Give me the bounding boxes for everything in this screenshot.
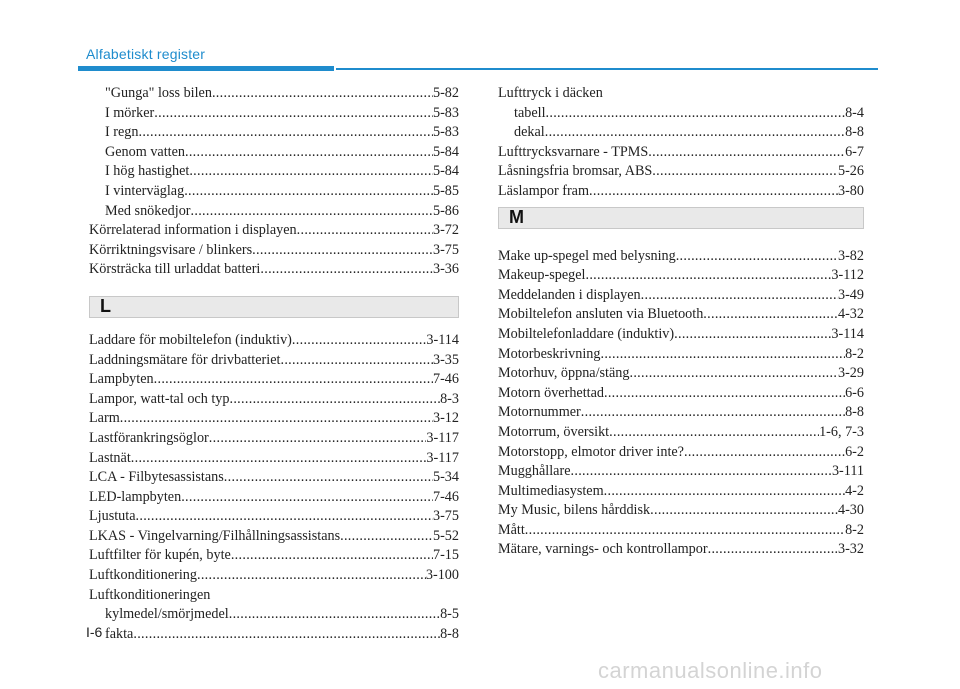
index-entry-page: 3-100 <box>425 567 459 584</box>
index-entry-label: I vinterväglag <box>105 182 185 199</box>
index-entry <box>498 325 864 345</box>
index-entry <box>498 540 864 560</box>
left-index-column <box>89 84 459 644</box>
dot-leader <box>138 123 433 143</box>
dot-leader <box>340 527 433 547</box>
index-entry <box>89 586 459 606</box>
index-entry-page: 8-5 <box>440 606 459 623</box>
index-entry-label: Mått <box>498 521 525 538</box>
index-entry <box>89 331 459 351</box>
index-entry-page: 5-83 <box>432 124 459 141</box>
index-entry <box>89 429 459 449</box>
index-entry-page: 3-82 <box>837 247 864 264</box>
spacer <box>89 318 459 331</box>
index-entry <box>89 468 459 488</box>
index-entry-label: Lastnät <box>89 449 131 466</box>
index-entry-page: 5-83 <box>432 104 459 121</box>
index-entry-page: 3-49 <box>837 286 864 303</box>
index-entry <box>89 449 459 469</box>
dot-leader <box>231 546 433 566</box>
dot-leader <box>604 384 845 404</box>
index-entry-label: Meddelanden i displayen <box>498 286 641 303</box>
page-number: I-6 <box>86 624 103 640</box>
index-entry-label: I hög hastighet <box>105 163 190 180</box>
index-entry-label: Luftfilter för kupén, byte <box>89 547 231 564</box>
index-entry-label: Mobiltelefon ansluten via Bluetooth <box>498 306 704 323</box>
index-entry <box>498 345 864 365</box>
index-entry <box>498 462 864 482</box>
dot-leader <box>589 182 838 202</box>
index-entry-page: 8-2 <box>845 521 864 538</box>
index-entry <box>89 527 459 547</box>
left-entries-l <box>89 331 459 645</box>
dot-leader <box>297 221 433 241</box>
index-entry-label: My Music, bilens hårddisk <box>498 502 651 519</box>
header-rule-thick <box>78 66 334 71</box>
index-entry <box>89 162 459 182</box>
index-entry-label: Makeup-spegel <box>498 267 586 284</box>
index-entry-page: 3-114 <box>831 325 864 342</box>
index-entry <box>498 364 864 384</box>
index-entry-label: Mobiltelefonladdare (induktiv) <box>498 325 675 342</box>
index-entry-label: Körrelaterad information i displayen <box>89 222 297 239</box>
index-entry-page: 8-3 <box>440 390 459 407</box>
section-letter-m: M <box>498 207 864 229</box>
index-entry <box>89 202 459 222</box>
index-entry <box>89 123 459 143</box>
index-entry <box>498 384 864 404</box>
index-entry-page: 8-2 <box>845 345 864 362</box>
dot-leader <box>197 566 426 586</box>
index-entry-label: dekal <box>514 124 545 141</box>
index-entry-page: 3-114 <box>426 331 459 348</box>
index-entry-page: 5-26 <box>837 163 864 180</box>
index-entry <box>498 286 864 306</box>
index-entry-page: 4-30 <box>837 502 864 519</box>
index-entry-label: Laddare för mobiltelefon (induktiv) <box>89 331 292 348</box>
index-entry-page: 4-2 <box>845 482 864 499</box>
index-entry-label: Motorstopp, elmotor driver inte? <box>498 443 684 460</box>
index-entry-label: Lampor, watt-tal och typ <box>89 390 230 407</box>
dot-leader <box>581 403 845 423</box>
dot-leader <box>136 507 433 527</box>
index-entry-page: 6-6 <box>845 384 864 401</box>
dot-leader <box>600 345 845 365</box>
dot-leader <box>571 462 832 482</box>
dot-leader <box>684 443 845 463</box>
dot-leader <box>609 423 819 443</box>
index-entry <box>498 521 864 541</box>
index-entry <box>498 84 864 104</box>
index-entry <box>89 104 459 124</box>
index-entry-page: 5-85 <box>432 182 459 199</box>
index-entry-page: 3-80 <box>837 182 864 199</box>
index-entry-label: Make up-spegel med belysning <box>498 247 676 264</box>
index-entry <box>498 143 864 163</box>
index-entry-label: I mörker <box>105 104 155 121</box>
index-entry-page: 3-75 <box>432 508 459 525</box>
index-entry-page: 6-2 <box>845 443 864 460</box>
dot-leader <box>260 260 433 280</box>
dot-leader <box>292 331 427 351</box>
header-rule-thin <box>336 68 878 70</box>
section-letter-l: L <box>89 296 459 318</box>
index-entry <box>498 482 864 502</box>
dot-leader <box>120 409 433 429</box>
dot-leader <box>154 370 433 390</box>
index-entry-page: 3-72 <box>432 222 459 239</box>
index-entry-page: 7-46 <box>432 488 459 505</box>
dot-leader <box>280 351 433 371</box>
index-entry <box>498 162 864 182</box>
index-entry-page: 8-8 <box>845 404 864 421</box>
dot-leader <box>252 241 433 261</box>
dot-leader <box>224 468 433 488</box>
index-entry-label: Luftkonditioneringen <box>89 586 211 603</box>
index-entry-page: 3-12 <box>432 410 459 427</box>
index-entry <box>498 104 864 124</box>
dot-leader <box>525 521 845 541</box>
index-entry-page: 3-117 <box>426 429 459 446</box>
index-entry <box>89 241 459 261</box>
index-entry <box>89 182 459 202</box>
index-entry-page: 8-8 <box>440 625 459 642</box>
index-entry <box>89 605 459 625</box>
index-entry-label: LED-lampbyten <box>89 488 182 505</box>
index-entry-page: 7-15 <box>432 547 459 564</box>
index-entry-label: Körsträcka till urladdat batteri <box>89 261 261 278</box>
index-entry-page: 6-7 <box>845 143 864 160</box>
dot-leader <box>604 482 845 502</box>
index-entry-label: Genom vatten <box>105 143 185 160</box>
index-entry-page: 5-34 <box>432 469 459 486</box>
index-entry-label: "Gunga" loss bilen <box>105 85 212 101</box>
page-header-title: Alfabetiskt register <box>86 46 206 62</box>
index-entry <box>498 247 864 267</box>
index-entry-page: 5-52 <box>432 527 459 544</box>
index-entry <box>498 423 864 443</box>
dot-leader <box>209 429 427 449</box>
index-entry <box>89 390 459 410</box>
index-entry <box>89 566 459 586</box>
dot-leader <box>585 266 831 286</box>
dot-leader <box>185 143 433 163</box>
index-entry <box>498 305 864 325</box>
dot-leader <box>641 286 838 306</box>
index-entry-page: 3-29 <box>837 365 864 382</box>
dot-leader <box>650 501 838 521</box>
index-entry <box>498 403 864 423</box>
index-entry <box>498 501 864 521</box>
dot-leader <box>652 162 838 182</box>
index-entry-page: 4-32 <box>837 306 864 323</box>
dot-leader <box>229 390 440 410</box>
dot-leader <box>545 123 845 143</box>
index-entry-label: Låsningsfria bromsar, ABS <box>498 163 653 180</box>
index-entry-label: Lufttrycksvarnare - TPMS <box>498 143 649 160</box>
index-entry-label: Laddningsmätare för drivbatteriet <box>89 351 281 368</box>
index-entry-label: Lastförankringsöglor <box>89 429 209 446</box>
index-entry <box>89 84 459 104</box>
index-entry <box>89 260 459 280</box>
dot-leader <box>154 104 433 124</box>
index-entry-label: Körriktningsvisare / blinkers <box>89 241 253 258</box>
dot-leader <box>229 605 440 625</box>
dot-leader <box>181 488 433 508</box>
left-entries-top <box>89 84 459 280</box>
index-entry-page: 1-6, 7-3 <box>819 423 864 440</box>
index-entry <box>498 266 864 286</box>
index-entry-label: Mugghållare <box>498 463 571 480</box>
index-entry-page: 3-111 <box>831 463 864 480</box>
index-entry-label: Med snökedjor <box>105 202 191 219</box>
index-entry-page: 8-8 <box>845 124 864 141</box>
index-entry <box>89 351 459 371</box>
index-entry-label: fakta <box>105 625 134 642</box>
index-entry-label: Motorn överhettad <box>498 384 604 401</box>
index-entry <box>498 123 864 143</box>
index-entry <box>89 488 459 508</box>
right-entries-top <box>498 84 864 202</box>
dot-leader <box>703 305 838 325</box>
index-entry-label: LKAS - Vingelvarning/Filhållningsassistans <box>89 527 341 544</box>
dot-leader <box>212 84 433 104</box>
index-entry-page: 3-32 <box>837 541 864 558</box>
index-entry-page: 3-112 <box>831 267 864 284</box>
index-entry-label: Motorbeskrivning <box>498 345 601 362</box>
index-entry-page: 3-36 <box>432 261 459 278</box>
index-entry <box>89 221 459 241</box>
index-entry-label: LCA - Filbytesassistans <box>89 469 224 486</box>
spacer <box>498 229 864 247</box>
index-entry-label: Luftkonditionering <box>89 567 197 584</box>
index-entry-label: kylmedel/smörjmedel <box>105 606 229 623</box>
index-entry-page: 7-46 <box>432 371 459 388</box>
index-entry-label: Lufttryck i däcken <box>498 85 603 101</box>
index-entry-label: Lampbyten <box>89 371 154 388</box>
dot-leader <box>676 247 838 267</box>
index-entry-label: Multimediasystem <box>498 482 604 499</box>
index-entry-page: 3-117 <box>426 449 459 466</box>
index-entry-page: 5-82 <box>432 85 459 101</box>
dot-leader <box>648 143 845 163</box>
dot-leader <box>189 162 433 182</box>
index-entry-page: 3-35 <box>432 351 459 368</box>
index-entry-label: Motornummer <box>498 404 581 421</box>
index-entry <box>89 546 459 566</box>
index-entry <box>498 182 864 202</box>
dot-leader <box>184 182 433 202</box>
index-entry-page: 5-84 <box>432 163 459 180</box>
dot-leader <box>708 540 838 560</box>
index-entry-label: tabell <box>514 104 546 121</box>
dot-leader <box>131 449 427 469</box>
index-entry <box>89 409 459 429</box>
watermark-text: carmanualsonline.info <box>598 658 823 683</box>
dot-leader <box>133 625 440 645</box>
index-entry-page: 5-84 <box>432 143 459 160</box>
index-entry-label: Mätare, varnings- och kontrollampor <box>498 541 708 558</box>
index-entry-label: I regn <box>105 124 139 141</box>
right-entries-m <box>498 247 864 561</box>
index-entry <box>89 625 459 645</box>
index-entry-label: Ljustuta <box>89 508 136 525</box>
index-entry <box>89 507 459 527</box>
right-index-column <box>498 84 864 560</box>
spacer <box>89 280 459 296</box>
index-entry-label: Motorrum, översikt <box>498 423 610 440</box>
index-entry-page: 8-4 <box>845 104 864 121</box>
index-entry-label: Motorhuv, öppna/stäng <box>498 365 630 382</box>
index-entry <box>498 443 864 463</box>
index-entry-page: 5-86 <box>432 202 459 219</box>
index-entry-label: Läslampor fram <box>498 182 589 199</box>
dot-leader <box>546 104 846 124</box>
index-entry-label: Larm <box>89 410 120 427</box>
index-entry <box>89 143 459 163</box>
dot-leader <box>191 202 433 222</box>
index-entry <box>89 370 459 390</box>
index-entry-page: 3-75 <box>432 241 459 258</box>
dot-leader <box>674 325 831 345</box>
dot-leader <box>629 364 838 384</box>
